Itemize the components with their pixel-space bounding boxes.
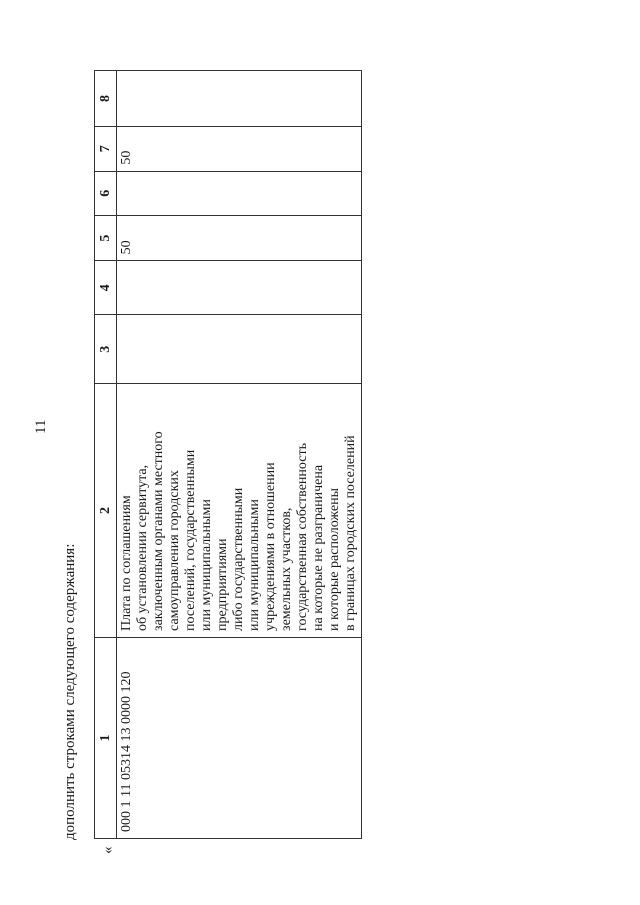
- cell-col8: [117, 71, 362, 127]
- amendment-table: [94, 70, 362, 839]
- intro-text: дополнить строками следующего содержания:: [62, 543, 78, 840]
- header-col-6: 6: [95, 171, 117, 215]
- description-line: земельных участков,: [279, 507, 294, 631]
- description-line: Плата по соглашениям: [119, 495, 134, 631]
- header-col-8: 8: [95, 71, 117, 127]
- cell-code: 000 1 11 05314 13 0000 120: [117, 637, 362, 838]
- description-line: или муниципальными: [199, 499, 214, 631]
- description-line: поселений, государственными: [183, 449, 198, 631]
- cell-col3: [117, 315, 362, 384]
- description-line: об установлении сервитута,: [135, 464, 150, 631]
- description-line: самоуправления городских: [167, 470, 182, 631]
- header-col-5: 5: [95, 215, 117, 261]
- table-header-row: [95, 71, 117, 839]
- rotated-content: [60, 70, 365, 854]
- cell-col4: [117, 261, 362, 315]
- page-number: 11: [33, 419, 49, 434]
- opening-quote: «: [100, 846, 116, 854]
- header-col-3: 3: [95, 315, 117, 384]
- header-col-2: 2: [95, 384, 117, 638]
- description-line: заключенным органами местного: [151, 431, 166, 631]
- description-line: в границах городских поселений: [343, 435, 358, 631]
- description-line: государственная собственность: [295, 443, 310, 631]
- header-col-4: 4: [95, 261, 117, 315]
- cell-col6: [117, 171, 362, 215]
- description-line: и которые расположены: [327, 488, 342, 631]
- header-col-1: 1: [95, 637, 117, 838]
- description-line: предприятиями: [215, 538, 230, 631]
- description-line: либо государственными: [231, 487, 246, 631]
- cell-col5: 50: [117, 215, 362, 261]
- description-line: на которые не разграничена: [311, 464, 326, 631]
- cell-description: [117, 384, 362, 638]
- cell-col7: 50: [117, 127, 362, 172]
- header-col-7: 7: [95, 127, 117, 172]
- table-row: [117, 71, 362, 839]
- description-line: или муниципальными: [247, 499, 262, 631]
- description-line: учреждениями в отношении: [263, 462, 278, 631]
